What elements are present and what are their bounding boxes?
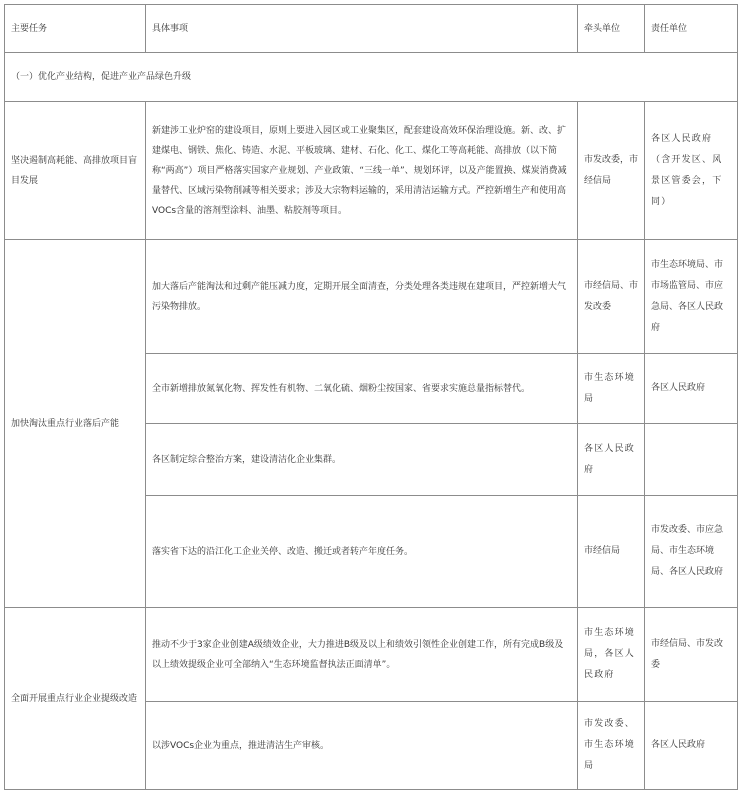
detail-cell: 全市新增排放氮氧化物、挥发性有机物、二氧化硫、烟粉尘按国家、省要求实施总量指标替代。 — [146, 354, 578, 424]
lead-unit-cell: 市生态环境局 — [578, 354, 645, 424]
lead-unit-cell: 市经信局、市发改委 — [578, 240, 645, 354]
detail-cell: 新建涉工业炉窑的建设项目，原则上要进入园区或工业聚集区，配套建设高效环保治理设施。新、改、扩建煤电、钢铁、焦化、铸造、水泥、平板玻璃、建材、石化、化工、煤化工等高耗能、高排放（以下简称“两高”）项目严格落实国家产业规划、产业政策、“三线一单”、规划环评，以及产能置换、煤炭消费减量替代、区域污染物削减等相关要求；涉及大宗物料运输的，采用清洁运输方式。严控新增生产和使用高VOCs含量的溶剂型涂料、油墨、粘胶剂等项目。 — [146, 102, 578, 240]
responsible-unit-cell: 各区人民政府（含开发区、风景区管委会，下同） — [645, 102, 738, 240]
header-detail: 具体事项 — [146, 5, 578, 53]
responsible-unit-cell: 市经信局、市发改委 — [645, 608, 738, 702]
table-row — [5, 240, 738, 354]
responsible-unit-cell: 各区人民政府 — [645, 702, 738, 790]
detail-cell: 以涉VOCs企业为重点，推进清洁生产审核。 — [146, 702, 578, 790]
header-resp: 责任单位 — [645, 5, 738, 53]
responsible-unit-cell: 市生态环境局、市市场监管局、市应急局、各区人民政府 — [645, 240, 738, 354]
task-cell: 加快淘汰重点行业落后产能 — [5, 240, 146, 608]
responsible-unit-cell: 各区人民政府 — [645, 354, 738, 424]
lead-unit-cell: 市发改委、市生态环境局 — [578, 702, 645, 790]
responsible-unit-cell: 市发改委、市应急局、市生态环境局、各区人民政府 — [645, 496, 738, 608]
section-row — [5, 53, 738, 102]
responsible-unit-cell — [645, 424, 738, 496]
task-cell: 全面开展重点行业企业提级改造 — [5, 608, 146, 790]
detail-cell: 落实省下达的沿江化工企业关停、改造、搬迁或者转产年度任务。 — [146, 496, 578, 608]
detail-cell: 各区制定综合整治方案，建设清洁化企业集群。 — [146, 424, 578, 496]
task-cell: 坚决遏制高耗能、高排放项目盲目发展 — [5, 102, 146, 240]
detail-cell: 推动不少于3家企业创建A级绩效企业，大力推进B级及以上和绩效引领性企业创建工作，所有完成B级及以上绩效提级企业可全部纳入“生态环境监督执法正面清单”。 — [146, 608, 578, 702]
policy-table — [4, 4, 738, 790]
detail-cell: 加大落后产能淘汰和过剩产能压减力度，定期开展全面清查，分类处理各类违规在建项目，严控新增大气污染物排放。 — [146, 240, 578, 354]
lead-unit-cell: 市经信局 — [578, 496, 645, 608]
header-lead: 牵头单位 — [578, 5, 645, 53]
table-row — [5, 102, 738, 240]
section-title: （一）优化产业结构，促进产业产品绿色升级 — [5, 53, 738, 102]
lead-unit-cell: 市发改委，市经信局 — [578, 102, 645, 240]
table-row — [5, 608, 738, 702]
header-row — [5, 5, 738, 53]
header-task: 主要任务 — [5, 5, 146, 53]
lead-unit-cell: 市生态环境局，各区人民政府 — [578, 608, 645, 702]
lead-unit-cell: 各区人民政府 — [578, 424, 645, 496]
